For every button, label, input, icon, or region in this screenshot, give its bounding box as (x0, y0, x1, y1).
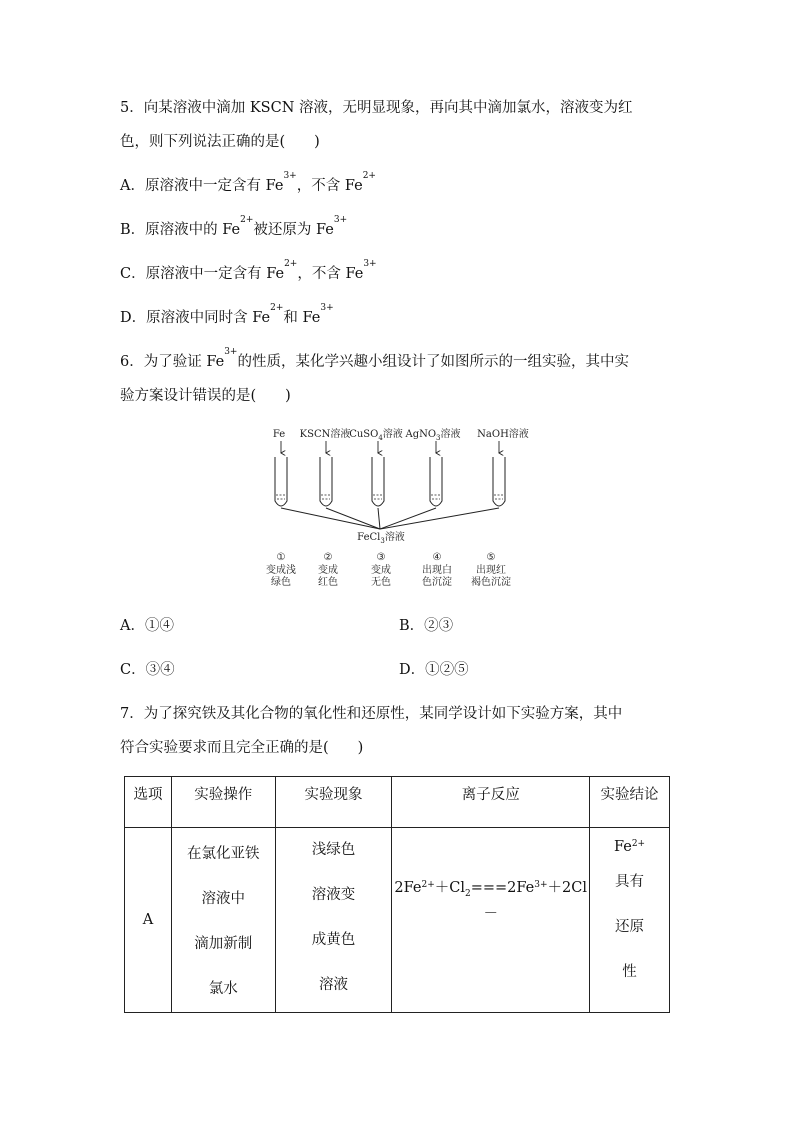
q5-option-a: A．原溶液中一定含有 $Fe^{3+}$，不含 $Fe^{2+}$ (120, 171, 376, 194)
ionic-equation-tail: － (483, 905, 498, 922)
experiment-number-4: ④ (432, 552, 442, 563)
header-reaction: 离子反应 (392, 777, 590, 828)
result-4-line1: 出现白 (422, 565, 452, 576)
reagent-fe: Fe (272, 429, 286, 440)
q6-option-a: A．①④ (120, 618, 174, 634)
cell-conclusion: $Fe^{2+}$ 具有 还原 性 (590, 828, 670, 1013)
q6-option-d: D．①②⑤ (399, 662, 469, 678)
result-1-line1: 变成浅 (266, 565, 296, 576)
experiment-number-3: ③ (376, 552, 386, 563)
reagent-cuso4: CuSO$_4$溶液 (349, 429, 403, 442)
table-row (125, 828, 670, 1013)
connector-5 (380, 508, 499, 529)
header-option: 选项 (125, 777, 172, 828)
q6-option-b: B．②③ (399, 618, 454, 634)
connector-1 (281, 508, 380, 529)
reagent-agno3: AgNO$_3$溶液 (405, 429, 461, 442)
header-phenomenon: 实验现象 (275, 777, 392, 828)
q7-stem-line1: 7．为了探究铁及其化合物的氧化性和还原性，某同学设计如下实验方案，其中 (120, 706, 623, 722)
result-3-line1: 变成 (371, 565, 391, 576)
q6-stem-line2: 验方案设计错误的是( ) (120, 388, 291, 404)
q5-stem-line1: 5．向某溶液中滴加 KSCN 溶液，无明显现象，再向其中滴加氯水，溶液变为红 (120, 100, 633, 116)
connector-3 (378, 508, 380, 529)
cell-option: A (125, 828, 172, 1013)
experiment-number-5: ⑤ (486, 552, 496, 563)
q5-stem-line2: 色，则下列说法正确的是( ) (120, 134, 320, 150)
result-1-line2: 绿色 (271, 577, 291, 588)
header-operation: 实验操作 (171, 777, 275, 828)
result-2-line1: 变成 (318, 565, 338, 576)
result-2-line2: 红色 (318, 577, 338, 588)
reagent-naoh: NaOH溶液 (477, 429, 529, 440)
result-4-line2: 色沉淀 (422, 577, 452, 588)
q5-option-d: D．原溶液中同时含 $Fe^{2+}$和 $Fe^{3+}$ (120, 303, 334, 326)
result-5-line2: 褐色沉淀 (471, 577, 511, 588)
connector-2 (326, 508, 380, 529)
q5-option-b: B．原溶液中的 $Fe^{2+}$被还原为 $Fe^{3+}$ (120, 215, 348, 238)
result-5-line1: 出现红 (476, 565, 506, 576)
table-header-row (125, 777, 670, 828)
experiment-table (124, 776, 670, 1013)
q6-stem-line1: 6．为了验证 $Fe^{3+}$的性质，某化学兴趣小组设计了如图所示的一组实验，其中实 (120, 347, 629, 370)
fecl3-label: FeCl$_3$溶液 (357, 532, 405, 545)
ionic-equation: $2Fe^{2+}+Cl_2===2Fe^{3+}+2Cl$ (394, 880, 588, 899)
reagent-kscn: KSCN溶液 (299, 429, 351, 440)
q7-stem-line2: 符合实验要求而且完全正确的是( ) (120, 740, 364, 756)
experiment-number-1: ① (276, 552, 286, 563)
cell-operation: 在氯化亚铁 溶液中 滴加新制 氯水 (171, 828, 275, 1013)
result-3-line2: 无色 (371, 577, 391, 588)
header-conclusion: 实验结论 (590, 777, 670, 828)
experiment-diagram (255, 425, 545, 595)
cell-reaction (392, 828, 590, 1013)
connector-4 (380, 508, 436, 529)
experiment-number-2: ② (323, 552, 333, 563)
q5-option-c: C．原溶液中一定含有 $Fe^{2+}$，不含 $Fe^{3+}$ (120, 259, 377, 282)
q6-option-c: C．③④ (120, 662, 175, 678)
cell-phenomenon: 浅绿色 溶液变 成黄色 溶液 (275, 828, 392, 1013)
